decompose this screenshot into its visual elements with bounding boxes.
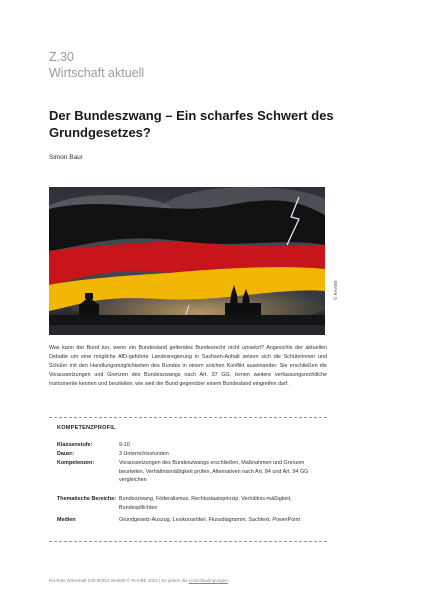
article-title: Der Bundeszwang – Ein scharfes Schwert des Grundgesetzes? — [49, 108, 334, 140]
article-author: Simon Baur — [49, 154, 83, 161]
profile-label: Dauer: — [57, 451, 75, 457]
footer — [49, 578, 228, 583]
hero-image — [49, 187, 325, 335]
profile-value: 3 Unterrichtsstunden — [119, 451, 169, 457]
divider-bottom — [49, 541, 327, 542]
image-credit: © RAABE — [333, 280, 338, 300]
profile-value: 9-10 — [119, 442, 130, 448]
intro-paragraph: Was kann der Bund tun, wenn ein Bundesland geltendes Bundesrecht nicht umsetzt? Angesichts der aktuellen Debatte um eine mögliche AfD-geführte Landesregierung in Sachsen-Anhalt setzen sich die Schülerinnen und Schüler mit den Handlungsmöglichkeiten des Bundes in einem solchen Konflikt auseinander. Sie erschließen die Voraussetzungen und Grenzen des Bundeszwangs nach Art. 37 GG, lernen weitere verfassungsrechtliche Instrumente kennen und beurteilen, wie weit der Bund gegenüber einem Bundesland eingreifen darf. — [49, 345, 327, 387]
profile-label: Kompetenzen: — [57, 460, 95, 466]
profile-value: Bundeszwang, Föderalismus, Rechtsstaatsprinzip, Verhältnis-mäßigkeit, Bundespflichten — [119, 496, 292, 511]
profile-heading: KOMPETENZPROFIL — [57, 425, 116, 431]
profile-label: Thematische Bereiche: — [57, 496, 117, 502]
footer-text: RAAbits Wirtschaft Z30 80354 264609 © RAABE 2026 | Es gelten die — [49, 578, 188, 583]
profile-label: Klassenstufe: — [57, 442, 93, 448]
divider-top — [49, 417, 327, 418]
section-code: Z.30 — [49, 50, 75, 64]
profile-value: Voraussetzungen des Bundeszwangs erschließen, Maßnahmen und Grenzen beurteilen, Verhältnismäßigkeit prüfen, Alternativen nach Art. 84 und Art. 94 GG vergleichen — [119, 460, 309, 483]
license-link[interactable]: Lizenzbedingungen — [188, 578, 228, 583]
profile-value: Grundgesetz-Auszug, Lexikonartikel, Flussdiagramm, Sachtext, PowerPoint — [119, 517, 300, 523]
section-name: Wirtschaft aktuell — [49, 66, 145, 80]
profile-label: Medien — [57, 517, 76, 523]
flag-storm-illustration — [49, 187, 325, 335]
